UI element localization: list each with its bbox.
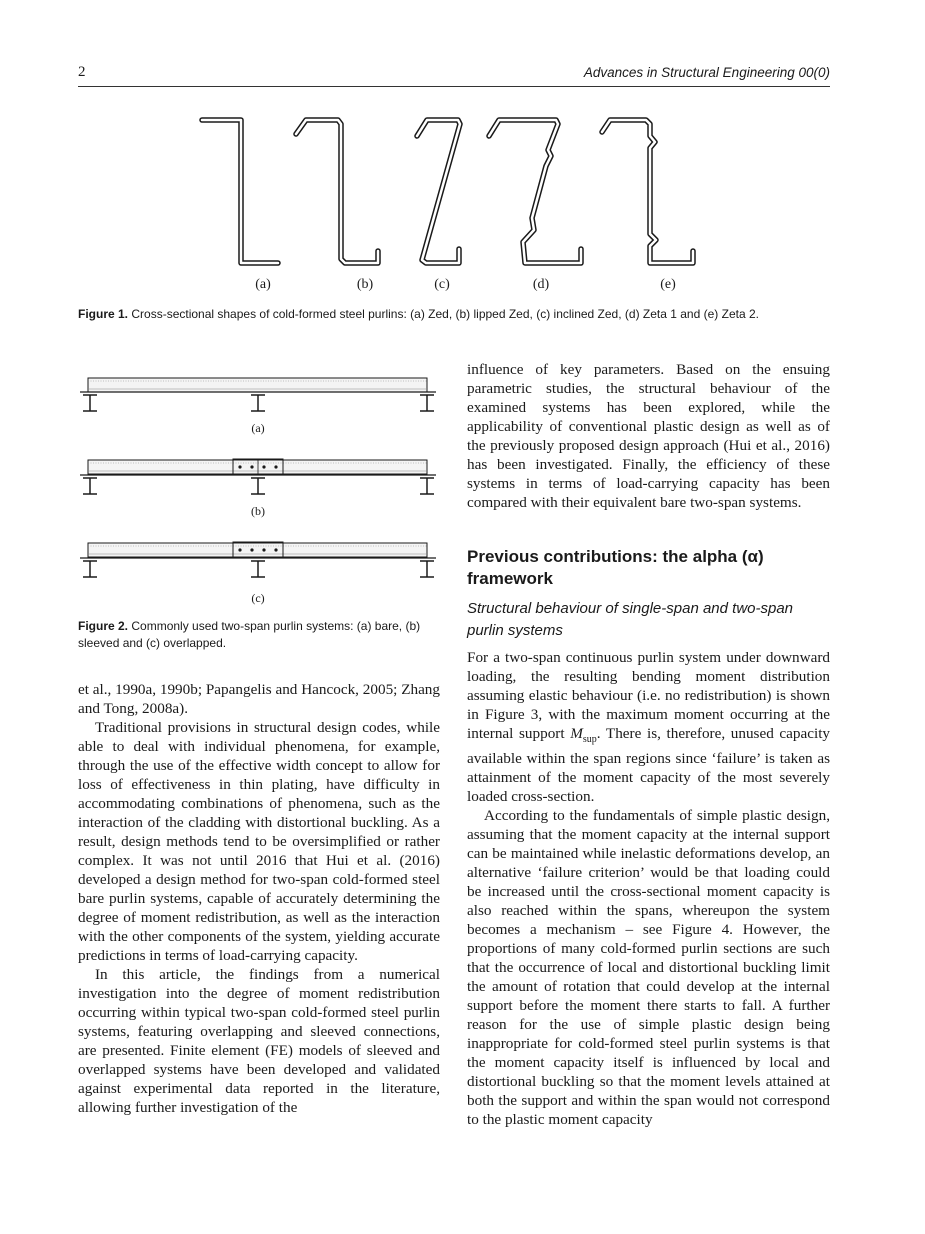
sleeved-system-diagram <box>80 459 436 494</box>
figure-1-label-d: (d) <box>532 277 550 292</box>
page-header <box>78 62 830 84</box>
figure-1-cross-sections <box>190 108 710 276</box>
figure-1-label-a: (a) <box>255 277 271 292</box>
figure-1-caption-label: Figure 1. <box>78 307 129 321</box>
lipped-zed-section <box>296 120 378 263</box>
left-paragraph-2: Traditional provisions in structural design codes, while able to deal with individual phenomena, for example, through the use of the effective width concept to allow for loss of effectiveness in thin plating, have difficulty in accommodating combinations of phenomena, such as the interaction of the cladding with distortional buckling. As a result, design methods tend to be oversimplified or rather complex. It was not until 2016 that Hui et al. (2016) developed a design method for two-span cold-formed steel bare purlin systems, capable of accurately determining the degree of moment redistribution, as well as the interaction with the other components of the system, yielding accurate predictions in terms of load-carrying capacity. <box>78 719 440 964</box>
figure-2-label-b: (b) <box>251 504 265 518</box>
section-heading: Previous contributions: the alpha (α) framework <box>467 547 764 588</box>
figure-2-label-a: (a) <box>251 421 265 435</box>
zed-section <box>202 120 278 263</box>
figure-1-label-b: (b) <box>356 277 374 292</box>
zeta-2-section <box>602 120 693 263</box>
moment-symbol: M <box>570 725 583 742</box>
figure-2-label-c: (c) <box>251 591 265 605</box>
figure-1-caption <box>78 306 830 322</box>
right-paragraph-2-start: For a two-span continuous purlin system under downward loading, the resulting bending moment distribution assuming elastic behaviour (i.e. no redistribution) is shown in Figure 3, with the maximum moment occurring at the internal support <box>467 649 830 742</box>
moment-subscript: sup <box>582 734 597 746</box>
inclined-zed-section <box>417 120 460 263</box>
figure-1-label-c: (c) <box>434 277 450 292</box>
bare-system-diagram <box>80 378 436 411</box>
figure-2-purlin-systems <box>78 368 440 583</box>
overlapped-system-diagram <box>80 542 436 577</box>
right-paragraph-1: influence of key parameters. Based on the ensuing parametric studies, the structural behaviour of the examined systems has been explored, while the applicability of conventional plastic design as well as of the previously proposed design approach (Hui et al., 2016) has been investigated. Finally, the efficiency of these systems in terms of load-carrying capacity has been compared with their equivalent bare two-span systems. <box>467 361 830 511</box>
zeta-1-section <box>489 120 581 263</box>
right-paragraph-2-end: . There is, therefore, unused capacity available within the span regions since ‘failure’ is taken as attainment of the moment capacity of the most severely loaded cross-section. <box>467 725 831 806</box>
page-number: 2 <box>78 64 86 80</box>
right-paragraph-2 <box>467 648 830 806</box>
journal-title: Advances in Structural Engineering 00(0) <box>583 65 830 80</box>
right-column-top <box>467 360 830 512</box>
figure-1-label-e: (e) <box>660 277 676 292</box>
left-paragraph-1: et al., 1990a, 1990b; Papangelis and Hancock, 2005; Zhang and Tong, 2008a). <box>78 681 440 717</box>
subsection-heading: Structural behaviour of single-span and two-span purlin systems <box>467 600 794 639</box>
figure-2-caption-label: Figure 2. <box>78 619 129 633</box>
header-rule <box>78 86 830 87</box>
figure-1-caption-text: Cross-sectional shapes of cold-formed steel purlins: (a) Zed, (b) lipped Zed, (c) inclined Zed, (d) Zeta 1 and (e) Zeta 2. <box>131 307 759 321</box>
figure-2-caption-text: Commonly used two-span purlin systems: (a) bare, (b) sleeved and (c) overlapped. <box>78 619 421 650</box>
figure-2-caption <box>78 618 438 652</box>
left-column <box>78 680 440 1117</box>
right-paragraph-3: According to the fundamentals of simple plastic design, assuming that the moment capacity at the internal support can be maintained while inelastic deformations develop, an alternative ‘failure criterion’ would be that loading could be increased until the cross-sectional moment capacity is also reached within the spans, whereupon the system becomes a mechanism – see Figure 4. However, the proportions of many cold-formed purlin sections are such that the occurrence of local and distortional buckling limit the amount of rotation that could develop at the internal support before the moment there starts to fall. A further reason for the use of simple plastic design being inappropriate for cold-formed steel purlin systems is that the moment capacity itself is influenced by local and distortional buckling so that the moment levels attained at both the support and within the span would not correspond to the plastic moment capacity <box>467 807 830 1129</box>
right-column-bottom <box>467 648 830 1129</box>
left-paragraph-3: In this article, the findings from a numerical investigation into the degree of moment redistribution occurring within typical two-span cold-formed steel purlin systems, featuring overlapping and sleeved connections, are presented. Finite element (FE) models of sleeved and overlapped systems have been developed and validated against experimental data reported in the literature, allowing further investigation of the <box>78 966 440 1116</box>
